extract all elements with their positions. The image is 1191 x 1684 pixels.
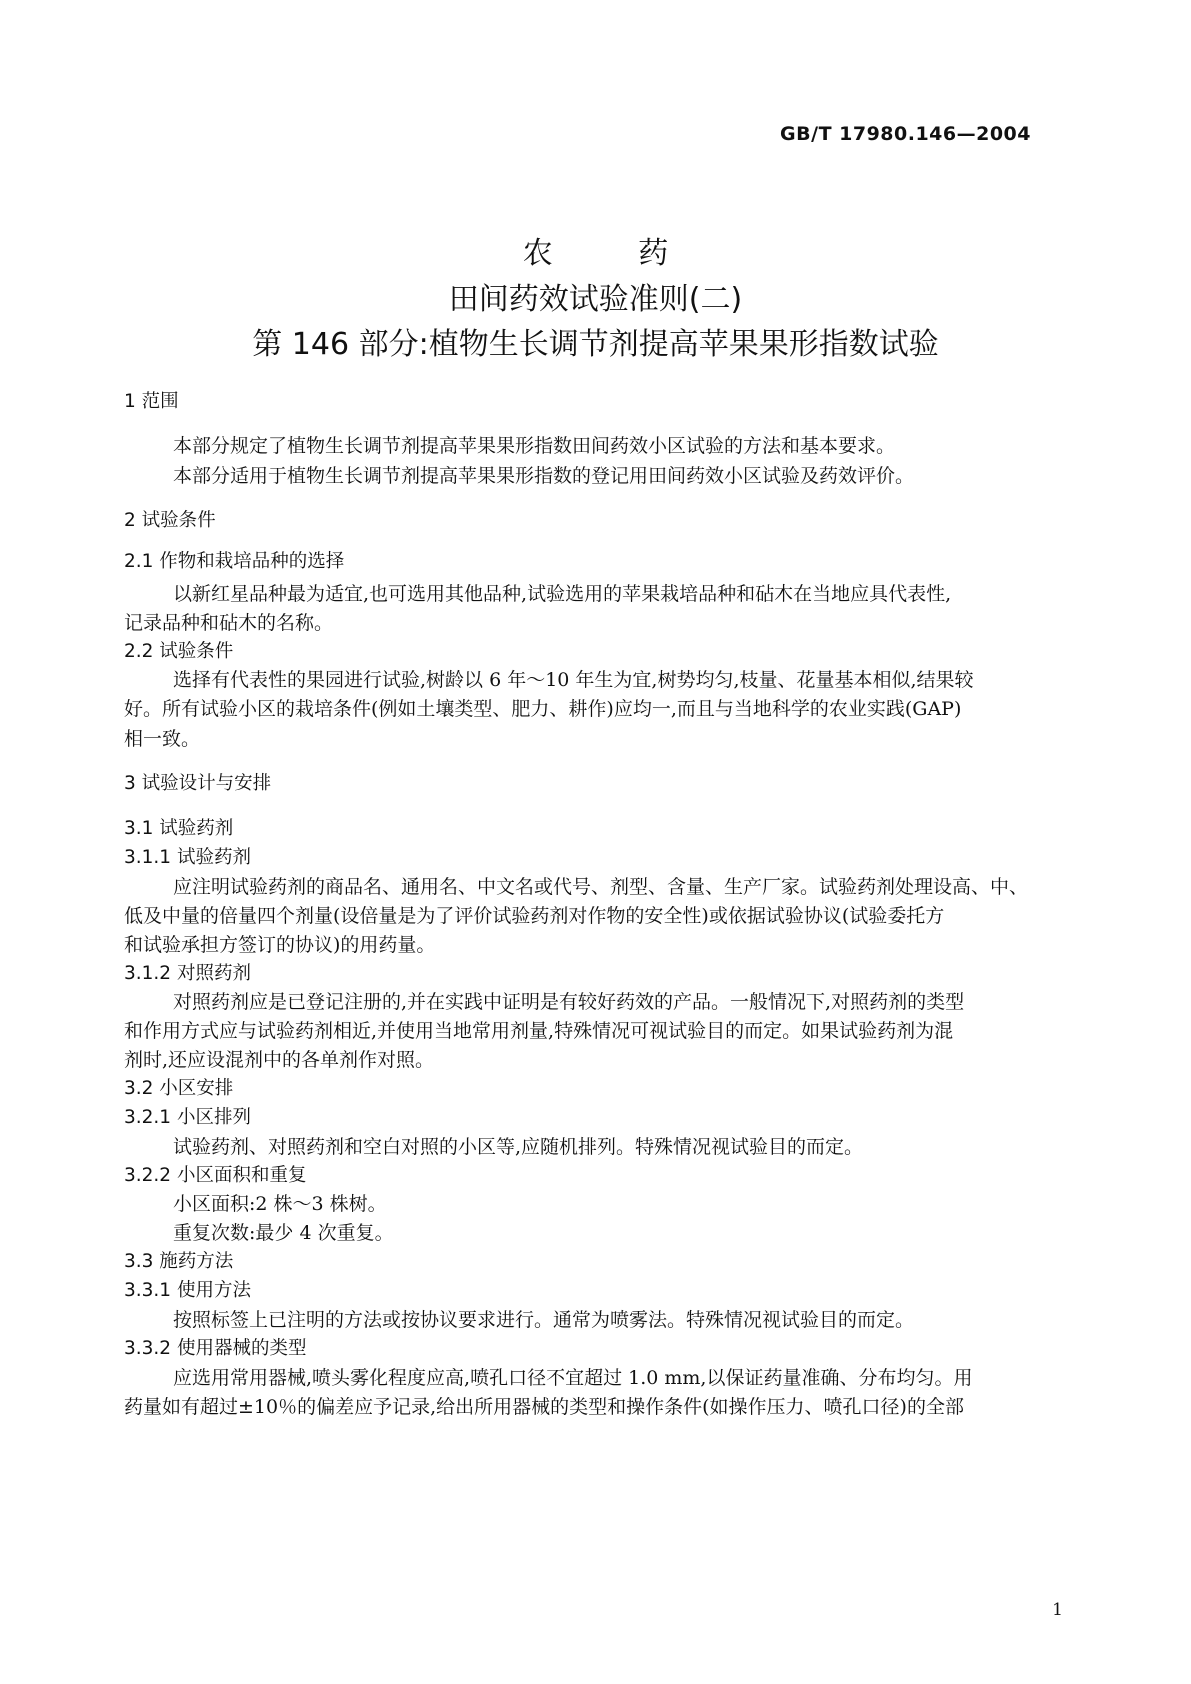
title-line-3: 第 146 部分:植物生长调节剂提高苹果果形指数试验 (252, 327, 939, 362)
section-3-3-2-line-2: 药量如有超过±10％的偏差应予记录,给出所用器械的类型和操作条件(如操作压力、喷孔口径)的全部 (124, 1396, 964, 1418)
section-1-paragraph-1: 本部分规定了植物生长调节剂提高苹果果形指数田间药效小区试验的方法和基本要求。 (173, 435, 896, 457)
section-1-paragraph-2: 本部分适用于植物生长调节剂提高苹果果形指数的登记用田间药效小区试验及药效评价。 (173, 465, 915, 487)
section-3-3-heading: 3.3 施药方法 (124, 1251, 234, 1272)
section-2-2-heading: 2.2 试验条件 (124, 641, 234, 662)
section-2-1-line-1: 以新红星品种最为适宜,也可选用其他品种,试验选用的苹果栽培品种和砧木在当地应具代表性, (173, 583, 952, 605)
section-3-2-1-heading: 3.2.1 小区排列 (124, 1107, 251, 1128)
section-3-1-1-line-3: 和试验承担方签订的协议)的用药量。 (124, 934, 436, 956)
section-3-1-2-line-2: 和作用方式应与试验药剂相近,并使用当地常用剂量,特殊情况可视试验目的而定。如果试验药剂为混 (124, 1020, 954, 1042)
section-3-3-2-heading: 3.3.2 使用器械的类型 (124, 1338, 307, 1359)
section-3-2-2-line-2: 重复次数:最少 4 次重复。 (173, 1222, 394, 1244)
section-2-2-line-2: 好。所有试验小区的栽培条件(例如土壤类型、肥力、耕作)应均一,而且与当地科学的农业实践(GAP) (124, 698, 962, 720)
section-2-1-line-2: 记录品种和砧木的名称。 (124, 612, 334, 634)
section-3-2-1-line-1: 试验药剂、对照药剂和空白对照的小区等,应随机排列。特殊情况视试验目的而定。 (173, 1136, 864, 1158)
section-3-1-2-line-3: 剂时,还应设混剂中的各单剂作对照。 (124, 1049, 435, 1071)
section-3-1-2-line-1: 对照药剂应是已登记注册的,并在实践中证明是有较好药效的产品。一般情况下,对照药剂的类型 (173, 991, 965, 1013)
page-number: 1 (1052, 1600, 1063, 1620)
section-3-1-1-line-1: 应注明试验药剂的商品名、通用名、中文名或代号、剂型、含量、生产厂家。试验药剂处理设高、中、 (173, 876, 1029, 898)
standard-number: GB/T 17980.146—2004 (780, 123, 1031, 145)
section-3-3-1-heading: 3.3.1 使用方法 (124, 1280, 251, 1301)
title-line-2: 田间药效试验准则(二) (448, 282, 743, 317)
section-3-1-1-line-2: 低及中量的倍量四个剂量(设倍量是为了评价试验药剂对作物的安全性)或依据试验协议(试验委托方 (124, 905, 945, 927)
section-3-heading: 3 试验设计与安排 (124, 773, 272, 794)
title-line-1: 农 药 (522, 236, 707, 271)
section-3-3-1-line-1: 按照标签上已注明的方法或按协议要求进行。通常为喷雾法。特殊情况视试验目的而定。 (173, 1309, 915, 1331)
section-3-1-heading: 3.1 试验药剂 (124, 818, 234, 839)
section-2-2-line-3: 相一致。 (124, 728, 201, 750)
section-2-2-line-1: 选择有代表性的果园进行试验,树龄以 6 年～10 年生为宜,树势均匀,枝量、花量基本相似,结果较 (173, 669, 974, 691)
section-3-1-1-heading: 3.1.1 试验药剂 (124, 847, 251, 868)
section-3-2-2-line-1: 小区面积:2 株～3 株树。 (173, 1193, 387, 1215)
section-3-1-2-heading: 3.1.2 对照药剂 (124, 963, 251, 984)
section-3-2-2-heading: 3.2.2 小区面积和重复 (124, 1165, 307, 1186)
section-2-1-heading: 2.1 作物和栽培品种的选择 (124, 551, 345, 572)
section-3-2-heading: 3.2 小区安排 (124, 1078, 234, 1099)
section-2-heading: 2 试验条件 (124, 510, 216, 531)
section-1-heading: 1 范围 (124, 391, 179, 412)
section-3-3-2-line-1: 应选用常用器械,喷头雾化程度应高,喷孔口径不宜超过 1.0 mm,以保证药量准确、分布均匀。用 (173, 1367, 973, 1389)
